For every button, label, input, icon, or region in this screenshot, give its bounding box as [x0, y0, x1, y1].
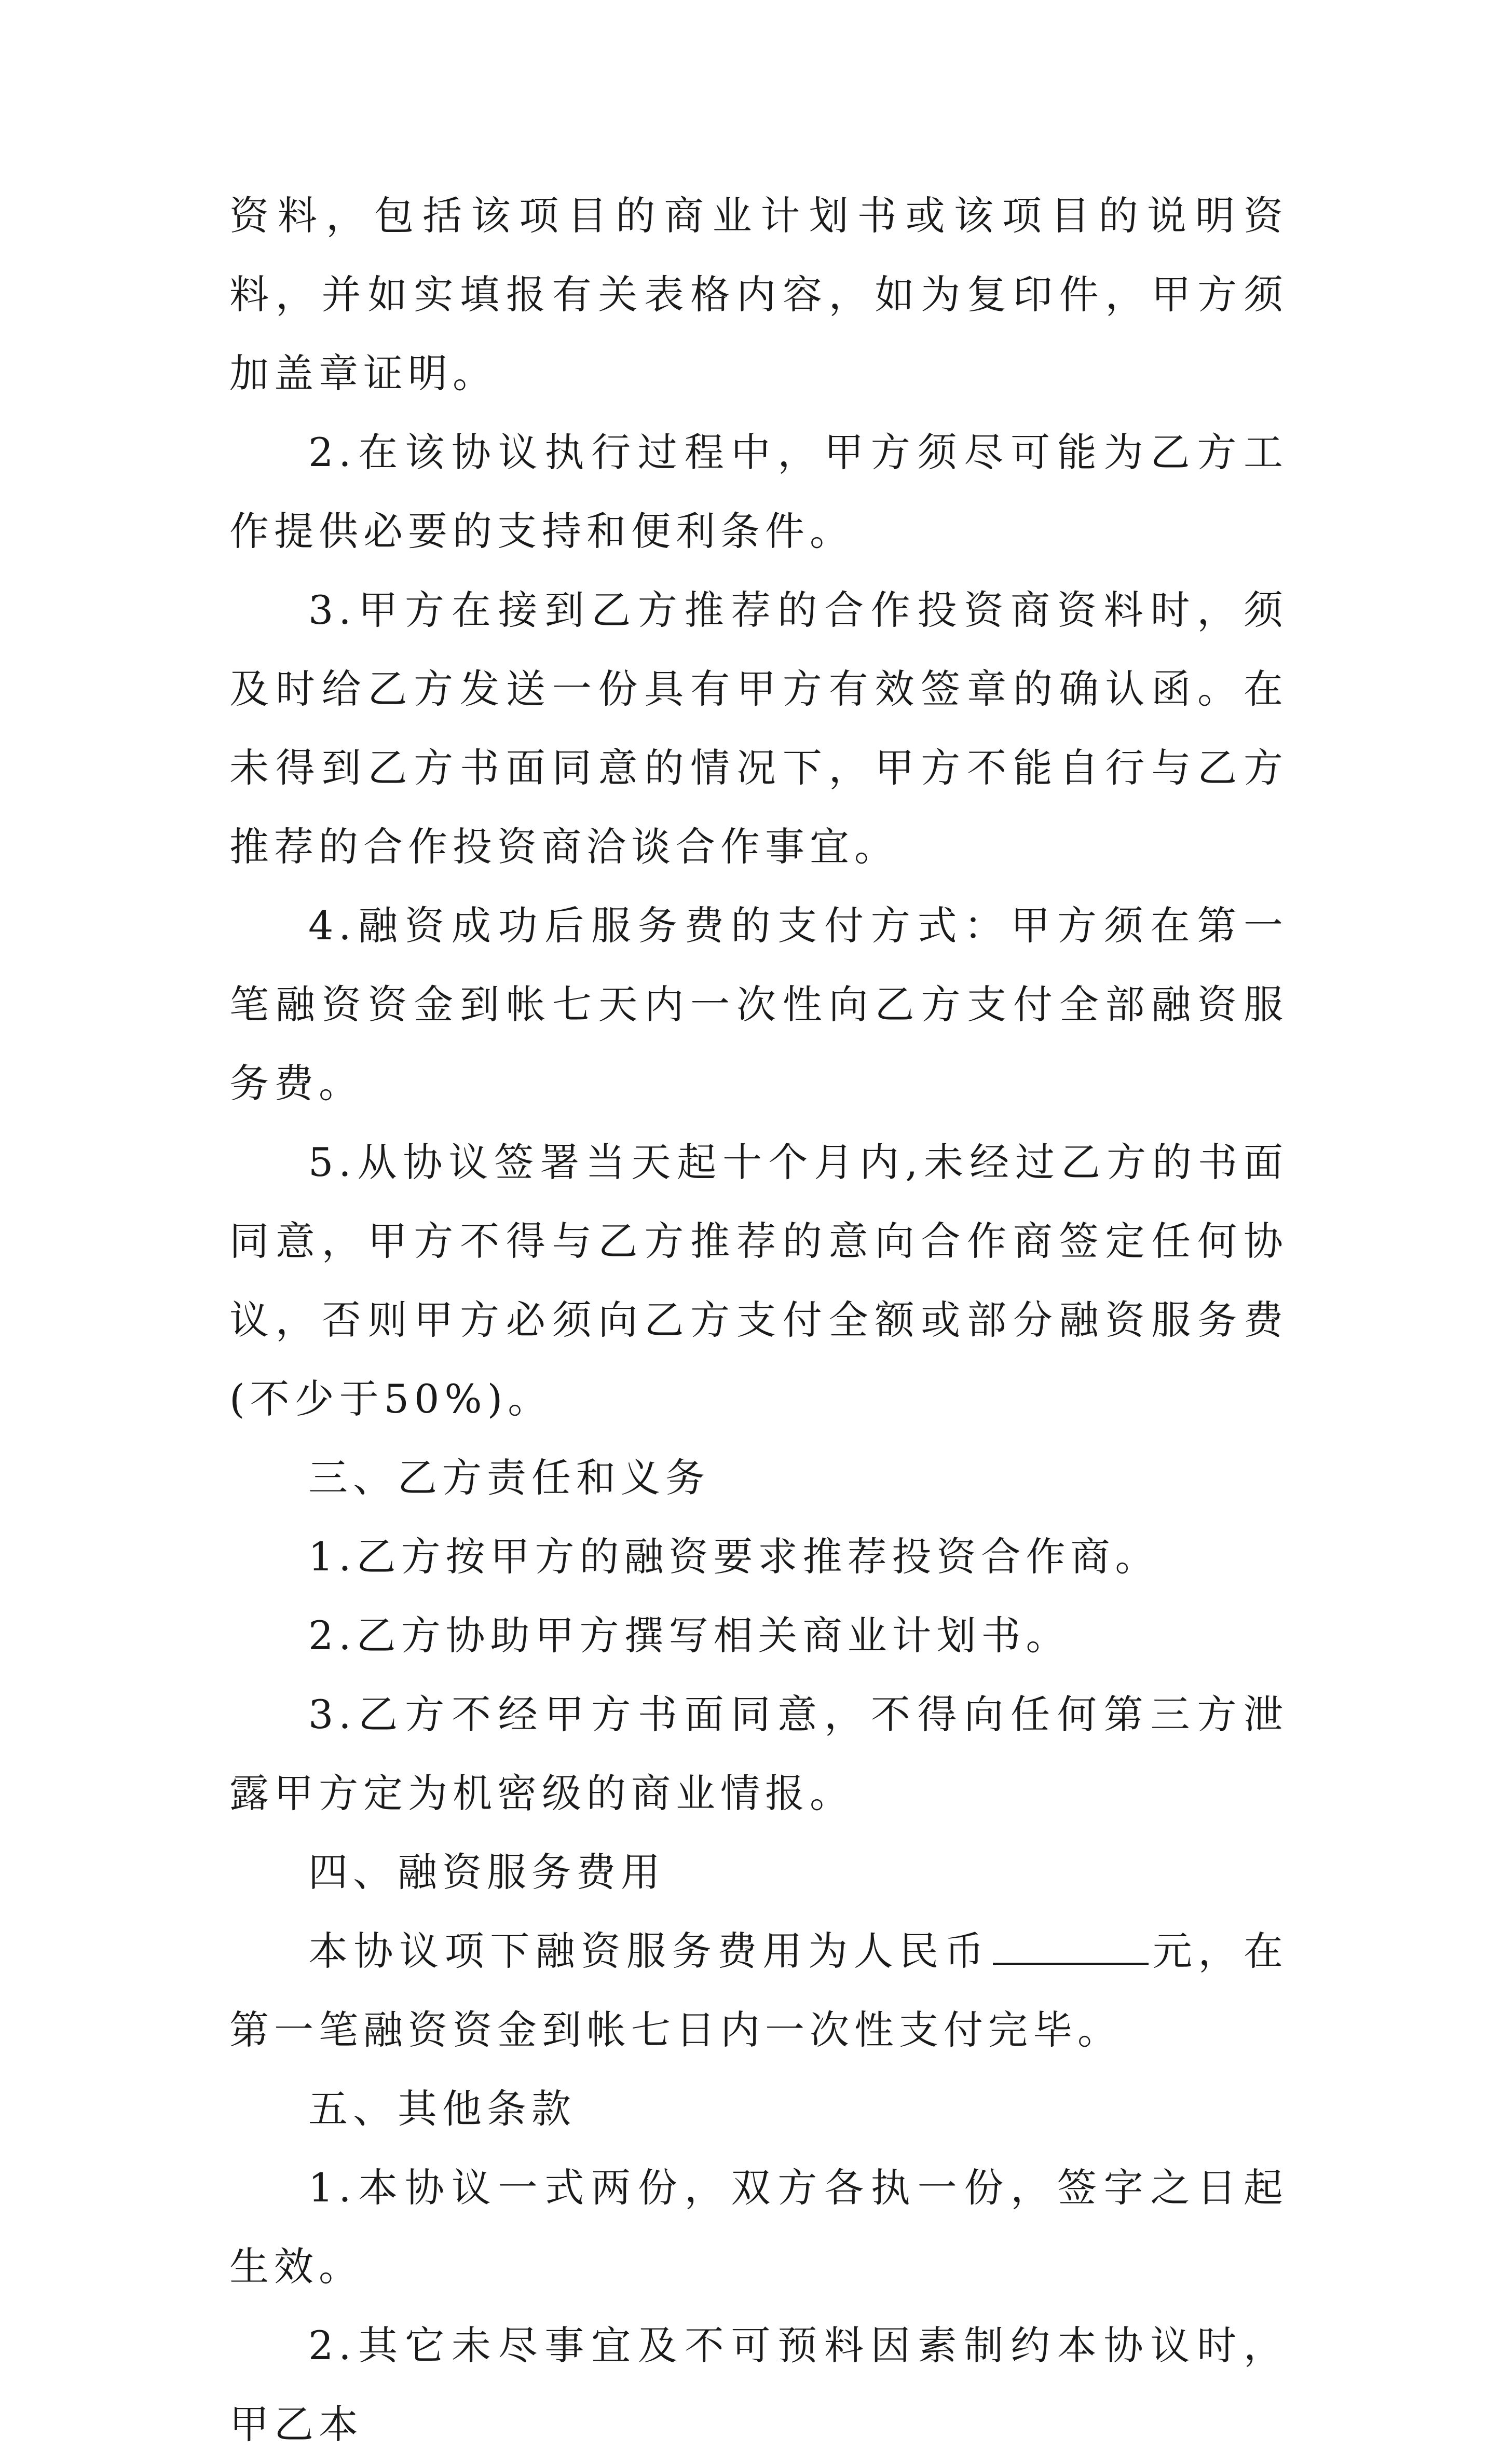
section-heading-4: 四、融资服务费用 — [308, 1849, 665, 1895]
section-heading-5: 五、其他条款 — [308, 2086, 576, 2132]
section-heading-3: 三、乙方责任和义务 — [308, 1455, 710, 1501]
paragraph-clause-2-5: 5.从协议签署当天起十个月内,未经过乙方的书面同意，甲方不得与乙方推荐的意向合作商签定任何协议，否则甲方必须向乙方支付全额或部分融资服务费(不少于50%)。 — [229, 1139, 1288, 1422]
paragraph-clause-5-1: 1.本协议一式两份，双方各执一份，签字之日起生效。 — [229, 2165, 1288, 2290]
paragraph-clause-2-3: 3.甲方在接到乙方推荐的合作投资商资料时，须及时给乙方发送一份具有甲方有效签章的确认函。在未得到乙方书面同意的情况下，甲方不能自行与乙方推荐的合作投资商洽谈合作事宜。 — [229, 587, 1288, 870]
paragraph-clause-2-2: 2.在该协议执行过程中，甲方须尽可能为乙方工作提供必要的支持和便利条件。 — [229, 429, 1288, 554]
paragraph-continuation: 资料，包括该项目的商业计划书或该项目的说明资料，并如实填报有关表格内容，如为复印件，甲方须加盖章证明。 — [229, 193, 1288, 396]
fee-amount-blank — [993, 1932, 1149, 1965]
paragraph-clause-3-1: 1.乙方按甲方的融资要求推荐投资合作商。 — [308, 1534, 1160, 1580]
paragraph-fee-amount — [229, 1912, 1288, 2070]
paragraph-clause-2-4: 4.融资成功后服务费的支付方式：甲方须在第一笔融资资金到帐七天内一次性向乙方支付全部融资服务费。 — [229, 902, 1288, 1106]
fee-text-after: 元，在第一笔融资资金到帐七日内一次性支付完毕。 — [229, 1928, 1289, 2053]
paragraph-clause-3-3: 3.乙方不经甲方书面同意，不得向任何第三方泄露甲方定为机密级的商业情报。 — [229, 1691, 1288, 1816]
fee-text-before: 本协议项下融资服务费用为人民币 — [308, 1928, 990, 1974]
document-body — [229, 176, 1288, 2464]
paragraph-clause-3-2: 2.乙方协助甲方撰写相关商业计划书。 — [308, 1612, 1071, 1659]
paragraph-clause-5-2: 2.其它未尽事宜及不可预料因素制约本协议时，甲乙本 — [229, 2322, 1288, 2447]
